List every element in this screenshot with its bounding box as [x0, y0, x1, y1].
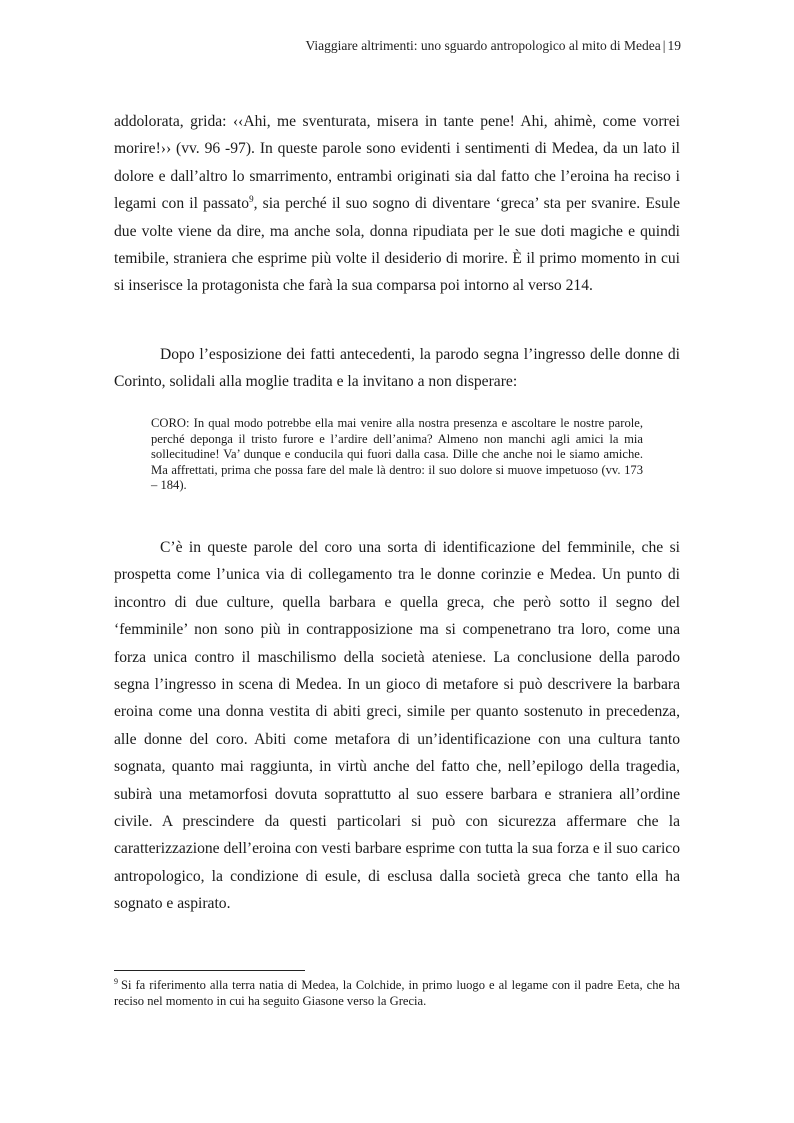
footnote-divider: [114, 970, 305, 971]
running-title: Viaggiare altrimenti: uno sguardo antropologico al mito di Medea: [305, 38, 661, 53]
block-quote: CORO: In qual modo potrebbe ella mai venire alla nostra presenza e ascoltare le nostre parole, perché deponga il tristo furore e l’ardire dell’anima? Almeno non manchi agli amici la mia sollecitudine! Va’ dunque e conducila qui fuori dalla casa. Dille che anche noi le siamo amiche. Ma affrettati, prima che possa fare del male là dentro: il suo dolore si muove impetuoso (vv. 173 – 184).: [151, 416, 643, 493]
paragraph-3-text: C’è in queste parole del coro una sorta di identificazione del femminile, che si prospetta come l’unica via di collegamento tra le donne corinzie e Medea. Un punto di incontro di due culture, quella barbara e quella greca, che però sotto il segno del ‘femminile’ non sono più in contrapposizione ma si compenetrano tra loro, come una forza unica contro il maschilismo della società ateniese. La conclusione della parodo segna l’ingresso in scena di Medea. In un gioco di metafore si può descrivere la barbara eroina come una donna vestita di abiti greci, simile per quanto sostenuto in precedenza, alle donne del coro. Abiti come metafora di un’identificazione con una cultura tanto sognata, quanto mai raggiunta, in virtù anche del fatto che, nell’epilogo della tragedia, subirà una metamorfosi dovuta soprattutto al suo essere barbara e straniera all’ordine civile. A prescindere da questi particolari si può con sicurezza affermare che la caratterizzazione dell’eroina con vesti barbare esprime con tutta la sua forza e il suo carico antropologico, la condizione di esule, di esclusa dalla società greca che tanto ella ha sognato e aspirato.: [114, 539, 680, 913]
footnote: [114, 977, 680, 1009]
footnote-reference: 9: [249, 194, 254, 205]
page-number: 19: [667, 38, 681, 53]
footnote-text: Si fa riferimento alla terra natia di Medea, la Colchide, in primo luogo e al legame con il padre Eeta, che ha reciso nel momento in cui ha seguito Giasone verso la Grecia.: [114, 978, 680, 1008]
paragraph-1-text-a: addolorata, grida: ‹‹Ahi, me sventurata, misera in tante pene! Ahi, ahimè, come vorrei morire!›› (vv. 96 -97). In queste parole sono evidenti i sentimenti di Medea, da un lato il dolore e dall’altro lo smarrimento, entrambi originati sia dal fatto che l’eroina ha reciso i legami con il passato: [114, 113, 680, 213]
paragraph-1: [114, 108, 680, 300]
paragraph-1-text-b: , sia perché il suo sogno di diventare ‘greca’ sta per svanire. Esule due volte viene da dire, ma anche sola, donna ripudiata per le sue doti magiche e quindi temibile, straniera che esprime più volte il desiderio di morire. È il primo momento in cui si inserisce la protagonista che farà la sua comparsa poi intorno al verso 214.: [114, 195, 680, 295]
paragraph-2-text: Dopo l’esposizione dei fatti antecedenti, la parodo segna l’ingresso delle donne di Corinto, solidali alla moglie tradita e la invitano a non disperare:: [114, 346, 680, 391]
paragraph-3: [114, 534, 680, 918]
footnote-number: 9: [114, 976, 118, 986]
running-header: [305, 38, 681, 54]
paragraph-2: [114, 341, 680, 396]
header-separator: |: [662, 38, 666, 53]
